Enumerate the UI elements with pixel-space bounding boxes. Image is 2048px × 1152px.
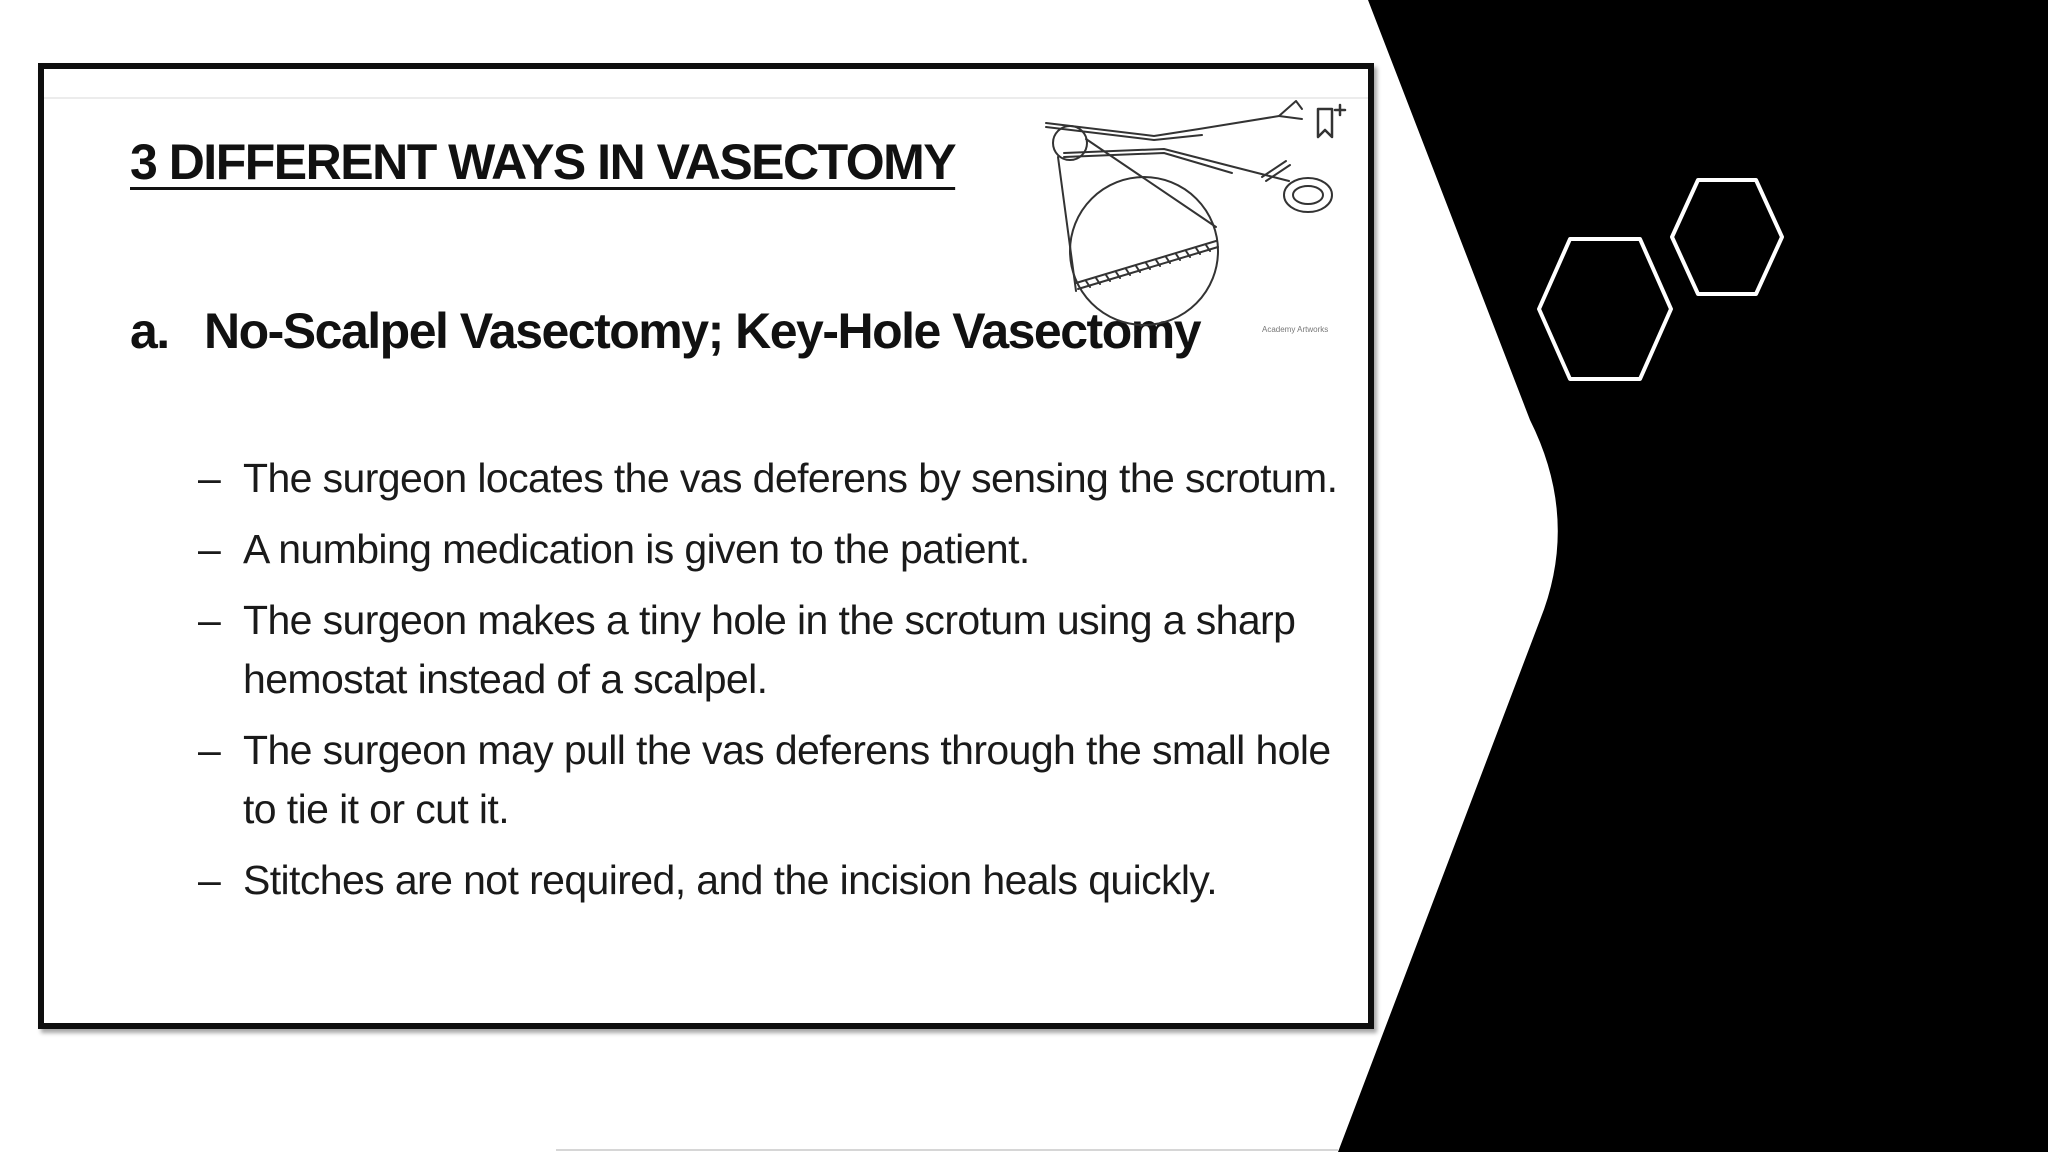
bullet-dash: – (198, 597, 221, 643)
bullet-text: A numbing medication is given to the patient. (243, 526, 1030, 572)
hexagon-outline-icon (1539, 239, 1671, 379)
bullet-dash: – (198, 526, 221, 572)
bullet-text: The surgeon makes a tiny hole in the scrotum using a sharp hemostat instead of a scalpel. (243, 597, 1296, 702)
section-heading-text: No-Scalpel Vasectomy; Key-Hole Vasectomy (204, 303, 1201, 359)
hexagon-outline-icon (1672, 180, 1782, 294)
list-item (198, 851, 1348, 910)
bullet-list (198, 449, 1348, 922)
bullet-dash: – (198, 857, 221, 903)
list-item (198, 449, 1348, 508)
bullet-dash: – (198, 727, 221, 773)
list-item (198, 591, 1348, 709)
bullet-text: The surgeon may pull the vas deferens through the small hole to tie it or cut it. (243, 727, 1331, 832)
hexagon-decoration (1530, 175, 1830, 385)
section-marker: a. (130, 303, 169, 359)
slide-title: 3 DIFFERENT WAYS IN VASECTOMY (130, 134, 956, 190)
bullet-text: The surgeon locates the vas deferens by sensing the scrotum. (243, 455, 1338, 501)
list-item (198, 520, 1348, 579)
list-item (198, 721, 1348, 839)
illustration-watermark: Academy Artworks (1262, 325, 1329, 334)
bookmark-add-icon[interactable] (1314, 103, 1348, 143)
slide-frame (38, 63, 1374, 1029)
bullet-text: Stitches are not required, and the incision heals quickly. (243, 857, 1218, 903)
black-side-panel (1338, 0, 2048, 1152)
hemostat-icon (1034, 91, 1354, 331)
bullet-dash: – (198, 455, 221, 501)
